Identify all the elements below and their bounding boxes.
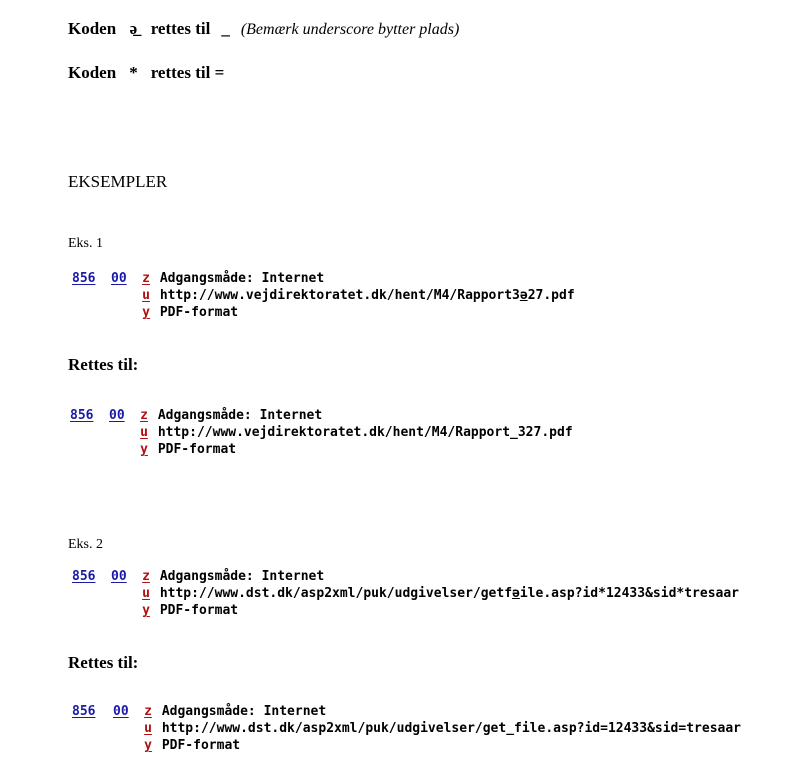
field-tag[interactable]: 856 — [72, 704, 96, 719]
subfield-u-value: http://www.dst.dk/asp2xml/puk/udgivelser/getfəile.asp?id*12433&sid*tresaar — [159, 586, 740, 601]
example-label: Eks. 2 — [68, 537, 103, 552]
subfield-code-u[interactable]: u — [140, 425, 148, 440]
problem-char: ə — [519, 288, 528, 303]
code-target: = — [214, 63, 225, 82]
problem-char: ə — [512, 586, 520, 601]
field-indicators[interactable]: 00 — [111, 569, 127, 584]
field-tag[interactable]: 856 — [70, 408, 94, 423]
corrected-label: Rettes til: — [68, 653, 139, 672]
subfield-z-value: Adgangsmåde: Internet — [159, 569, 325, 584]
subfield-z-value: Adgangsmåde: Internet — [159, 271, 325, 286]
subfield-code-z[interactable]: z — [144, 704, 152, 719]
subfield-y-value: PDF-format — [159, 603, 239, 618]
subfield-u-value: http://www.dst.dk/asp2xml/puk/udgivelser/get_file.asp?id=12433&sid=tresaar — [161, 721, 742, 736]
subfield-u-value: http://www.vejdirektoratet.dk/hent/M4/Rapport3ə27.pdf — [159, 288, 575, 303]
marc-record-corrected-2 — [72, 703, 785, 763]
field-tag[interactable]: 856 — [72, 569, 96, 584]
subfield-y-value: PDF-format — [161, 738, 241, 753]
subfield-code-y[interactable]: y — [142, 603, 150, 618]
code-rule-middle: rettes til — [150, 19, 211, 38]
field-tag[interactable]: 856 — [72, 271, 96, 286]
subfield-y-value: PDF-format — [159, 305, 239, 320]
code-rule-1 — [68, 19, 459, 39]
subfield-code-z[interactable]: z — [140, 408, 148, 423]
field-indicators[interactable]: 00 — [113, 704, 129, 719]
subfield-z-value: Adgangsmåde: Internet — [157, 408, 323, 423]
field-indicators[interactable]: 00 — [109, 408, 125, 423]
subfield-code-z[interactable]: z — [142, 569, 150, 584]
code-rule-2 — [68, 63, 224, 83]
corrected-label: Rettes til: — [68, 355, 139, 374]
code-note: (Bemærk underscore bytter plads) — [240, 21, 460, 38]
code-glyph: * — [129, 63, 138, 82]
subfield-y-value: PDF-format — [157, 442, 237, 457]
code-rule-prefix: Koden — [68, 19, 117, 38]
subfield-code-y[interactable]: y — [142, 305, 150, 320]
subfield-code-y[interactable]: y — [144, 738, 152, 753]
code-target: _ — [221, 19, 230, 38]
subfield-code-u[interactable]: u — [142, 586, 150, 601]
subfield-code-y[interactable]: y — [140, 442, 148, 457]
subfield-code-z[interactable]: z — [142, 271, 150, 286]
code-rule-middle: rettes til — [150, 63, 211, 82]
example-label: Eks. 1 — [68, 236, 103, 251]
code-glyph: ə̲ — [129, 19, 138, 38]
subfield-z-value: Adgangsmåde: Internet — [161, 704, 327, 719]
subfield-code-u[interactable]: u — [144, 721, 152, 736]
field-indicators[interactable]: 00 — [111, 271, 127, 286]
subfield-code-u[interactable]: u — [142, 288, 150, 303]
subfield-u-value: http://www.vejdirektoratet.dk/hent/M4/Rapport_327.pdf — [157, 425, 573, 440]
code-rule-prefix: Koden — [68, 63, 117, 82]
section-heading: EKSEMPLER — [68, 172, 168, 191]
